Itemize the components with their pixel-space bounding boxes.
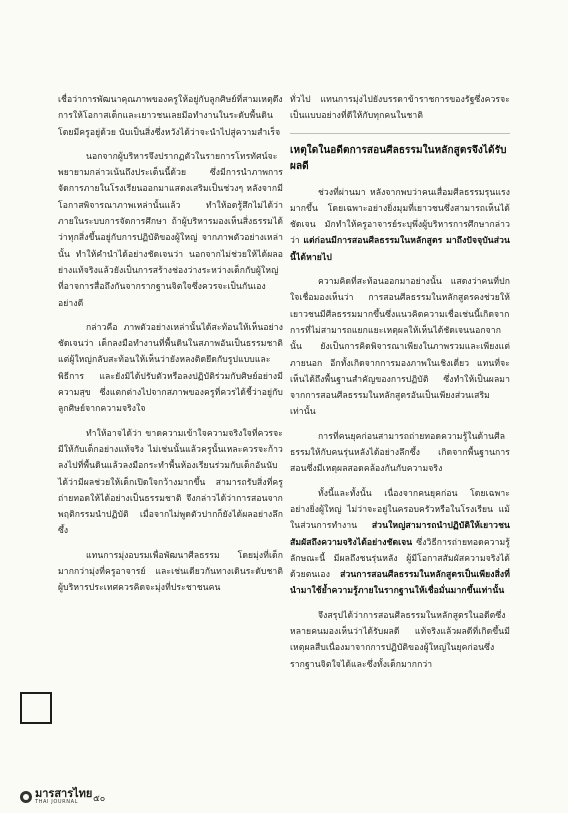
- left-column: [58, 92, 283, 605]
- paragraph: ทำให้อาจได้ว่า ขาดความเข้าใจความจริงใจที่ควรจะมีให้กับเด็กอย่างแท้จริง ไม่เช่นนั้นแล้วครูนั้นเหละควรจะก้าวลงไปที่พื้นดินแล้วลงมือกระทำพื้นห้องเรียนร่วมกับเด็กอันนับได้ว่ามีผลช่วยให้เด็กเปิดใจกว้างมากขึ้น สามารถรับสิ่งที่ครูถ่ายทอดให้ได้อย่างเป็นธรรมชาติ จึงกล่าวได้ว่าการสอนจากพฤติกรรมนำปฏิบัติ เมื่อจากไม่พูดตัวปากก็ยังได้ผลอย่างลึกซึ้ง: [58, 428, 283, 537]
- paragraph: กล่าวคือ ภาพตัวอย่างเหล่านั้นได้สะท้อนให้เห็นอย่างชัดเจนว่า เด็กลงมือทำงานที่พื้นดินในสภาพอันเป็นธรรมชาติ แต่ผู้ใหญ่กลับสะท้อนให้เห็นว่ายังหลงติดยึดกับรูปแบบและพิธีการ และยังมิได้ปรับตัวหรือลงปฏิบัติร่วมกับศิษย์อย่างมีความสุข ซึ่งแตกต่างไปจากสภาพของครูที่ควรได้ชี้ว่าอยู่กับลูกศิษย์จากความจริงใจ: [58, 322, 283, 415]
- paragraph-text: ทั้งนี้และทั้งนั้น เนื่องจากคนยุคก่อน โดยเฉพาะอย่างยิ่งผู้ใหญ่ ไม่ว่าจะอยู่ในครอบครัวหรือในโรงเรียน แม้ในส่วนการทำงาน: [290, 488, 510, 532]
- paragraph: เชื่อว่าการพัฒนาคุณภาพของครูให้อยู่กับลูกศิษย์ที่สามเหตุดึงการให้โอกาสเด็กและเยาวชนเลยมีอทำงานในระดับพื้นดิน โดยมีครูอยู่ด้วย นับเป็นสิ่งซึ่งหวังได้ว่าจะนำไปสู่ความสำเร็จ: [58, 95, 283, 138]
- paragraph: [290, 185, 510, 266]
- paragraph: การที่คนยุคก่อนสามารถถ่ายทอดความรู้ในด้านศีลธรรมให้กับคนรุ่นหลังได้อย่างลึกซึ้ง เกิดจากพื้นฐานการสอนซึ่งมีเหตุผลสอดคล้องกันกับความจริง: [290, 431, 510, 475]
- paragraph-emphasis: ส่วนการสอนศีลธรรมในหลักสูตรเป็นเพียงสิ่งที่นำมาใช้ย้ำความรู้ภายในรากฐานให้เชื่อมั่นมากขึ้นเท่านั้น: [290, 570, 510, 597]
- logo-subtitle: THAI JOURNAL: [35, 799, 78, 805]
- section-heading: เหตุใดในอดีตการสอนศีลธรรมในหลักสูตรจึงได้รับผลดี: [290, 144, 507, 172]
- page-number: ๕๐: [93, 794, 106, 804]
- paragraph: ความคิดที่สะท้อนออกมาอย่างนั้น แสดงว่าคนที่ปกใจเชื่อมองเห็นว่า การสอนศีลธรรมในหลักสูตรคงช่วยให้เยาวชนมีศีลธรรมมากขึ้นซึ่งแนวคิดความเชื่อเช่นนี้เกิดจากการที่ไม่สามารถแยกแยะเหตุผลให้เห็นได้ชัดเจนนอกจากนั้น ยังเป็นการคิดพิจารณาเพียงในภาพรวมและเพียงแต่ภายนอก อีกทั้งเกิดจากการมองภาพในเชิงเดี่ยว แทนที่จะเห็นได้ถึงพื้นฐานสำคัญของการปฏิบัติ ซึ่งทำให้เป็นผลมาจากการสอนศีลธรรมในหลักสูตรอันเป็นเพียงส่วนเสริมเท่านั้น: [290, 277, 510, 418]
- paragraph: [290, 486, 510, 600]
- right-column: [290, 92, 510, 681]
- paragraph: จึงสรุปได้ว่าการสอนศีลธรรมในหลักสูตรในอดีตซึ่งหลายคนมองเห็นว่าได้รับผลดี แท้จริงแล้วผลดีที่เกิดขึ้นมีเหตุผลสืบเนื่องมาจากการปฏิบัติของผู้ใหญ่ในยุคก่อนซึ่งรากฐานจิตใจได้และซึ่งทั้งเด็กมากกว่า: [290, 610, 510, 670]
- logo-title: มารสารไทย: [35, 787, 93, 800]
- paragraph-emphasis: แต่ก่อนมีการสอนศีลธรรมในหลักสูตร มาถึงปัจจุบันส่วนนี้ได้หายไป: [290, 236, 511, 263]
- magazine-logo: [20, 788, 92, 805]
- paragraph: นอกจากผู้บริหารจึงปรากฏตัวในรายการโทรทัศน์จะพยายามกล่าวเน้นถึงประเด็นนี้ด้วย ซึ่งมีการนำภาพการจัดการภายในโรงเรียนออกมาแสดงเสริมเป็นช่วงๆ หลังจากมีโอกาสพิจารณาภาพเหล่านั้นแล้ว ทำให้อดรู้สึกไม่ได้ว่า ภายในระบบการจัดการศึกษา ถ้าผู้บริหารมองเห็นสิ่งธรรมได้ว่าทุกสิ่งขึ้นอยู่กับการปฏิบัติของผู้ใหญ่ จากภาพตัวอย่างเหล่านั้น ทำให้คำนำได้อย่างชัดเจนว่า นอกจากไม่ช่วยให้ได้ผลอย่างแท้จริงแล้วยังเป็นการสร้างช่องว่างระหว่างเด็กกับผู้ใหญ่ที่อาจการสื่อถึงกันจากรากฐานจิตใจซึ่งควรจะเป็นกันเองอย่างดี: [58, 151, 283, 309]
- paragraph: แทนการมุ่งอบรมเพื่อพัฒนาศีลธรรม โดยมุ่งที่เด็กมากกว่ามุ่งที่ครูอาจารย์ และเช่นเดียวกันทางเดินระดับชาติ ผู้บริหารประเทศควรคิดจะมุ่งที่ประชาชนคน: [58, 550, 283, 594]
- paragraph-text: ซึ่งวิธีการถ่ายทอดความรู้ลักษณะนี้ มีผลถึงชนรุ่นหลัง ผู้มีโอกาสสัมผัสความจริงได้ด้วยตนเอง: [290, 537, 510, 581]
- end-of-article-box: [20, 692, 52, 724]
- paragraph: ทั่วไป แทนการมุ่งไปยังบรรดาข้าราชการของรัฐซึ่งควรจะเป็นแบบอย่างที่ดีให้กับทุกคนในชาติ: [290, 95, 510, 122]
- paragraph-emphasis: ส่วนใหญ่สามารถนำปฏิบัติให้เยาวชนสัมผัสถึงความจริงได้อย่างชัดเจน: [290, 521, 510, 548]
- paragraph-text: ช่วงที่ผ่านมา หลังจากพบว่าคนเสื่อมศีลธรรมรุนแรงมากขึ้น โดยเฉพาะอย่างยิ่งมุมที่เยาวชนซึ่งสามารถเห็นได้ชัดเจน มักทำให้ครูอาจารย์ระบุพึ่งผู้บริหารการศึกษากล่าวว่า: [290, 187, 510, 247]
- logo-icon: [20, 791, 32, 803]
